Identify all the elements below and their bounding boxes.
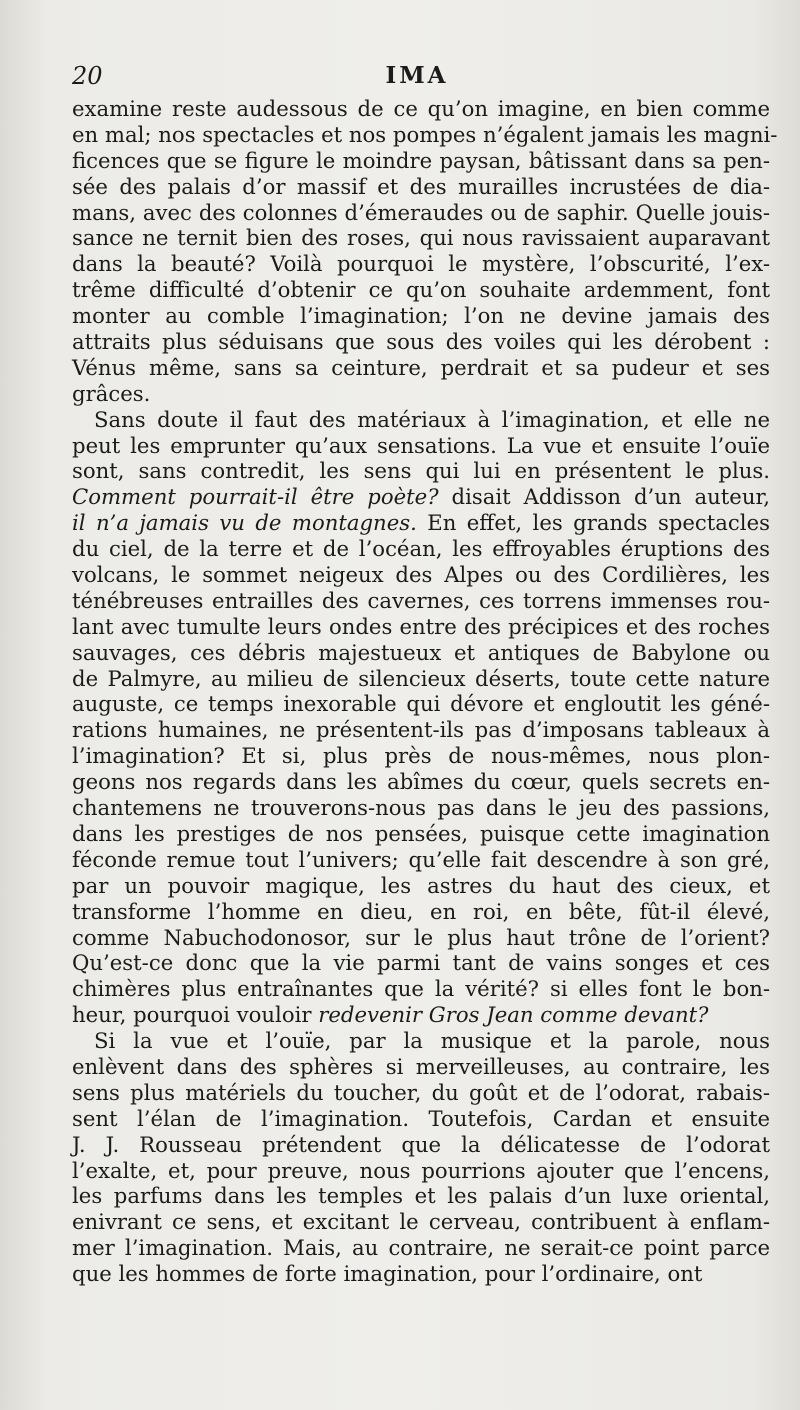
text-line: sance ne ternit bien des roses, qui nous ravissaient auparavant (72, 225, 770, 251)
paragraph (72, 96, 778, 407)
text-line: Si la vue et l’ouïe, par la musique et la parole, nous (94, 1028, 770, 1054)
text-line: lant avec tumulte leurs ondes entre des précipices et des roches (72, 613, 770, 639)
text-line: par un pouvoir magique, les astres du haut des cieux, et (72, 872, 770, 898)
text-line: sauvages, ces débris majestueux et antiques de Babylone ou (72, 639, 770, 665)
text-line: volcans, le sommet neigeux des Alpes ou des Cordilières, les (72, 562, 770, 588)
text-line: J. J. Rousseau prétendent que la délicatesse de l’odorat (72, 1131, 770, 1157)
text-line: grâces. (72, 380, 151, 406)
text-line: Qu’est-ce donc que la vie parmi tant de vains songes et ces (72, 950, 770, 976)
text-line: il n’a jamais vu de montagnes. En effet, les grands spectacles (72, 510, 770, 536)
page-header (72, 62, 762, 92)
text-line: trême difficulté d’obtenir ce qu’on souhaite ardemment, font (72, 277, 770, 303)
text-line: heur, pourquoi vouloir redevenir Gros Jean comme devant? (72, 1002, 709, 1028)
text-line: l’imagination? Et si, plus près de nous-mêmes, nous plon- (72, 743, 770, 769)
text-line: monter au comble l’imagination; l’on ne devine jamais des (72, 303, 770, 329)
text-line: en mal; nos spectacles et nos pompes n’égalent jamais les magni- (72, 121, 778, 147)
text-line: ficences que se figure le moindre paysan, bâtissant dans sa pen- (72, 147, 770, 173)
paragraph (72, 1028, 770, 1287)
text-line: de Palmyre, au milieu de silencieux déserts, toute cette nature (72, 665, 770, 691)
text-line: examine reste audessous de ce qu’on imagine, en bien comme (72, 96, 770, 121)
text-line: Sans doute il faut des matériaux à l’imagination, et elle ne (94, 406, 770, 432)
text-line: dans la beauté? Voilà pourquoi le mystère, l’obscurité, l’ex- (72, 251, 770, 277)
text-line: chantemens ne trouverons-nous pas dans le jeu des passions, (72, 795, 770, 821)
text-line: du ciel, de la terre et de l’océan, les effroyables éruptions des (72, 536, 770, 562)
text-line: mans, avec des colonnes d’émeraudes ou de saphir. Quelle jouis- (72, 199, 770, 225)
text-line: transforme l’homme en dieu, en roi, en bête, fût-il élevé, (72, 898, 770, 924)
text-line: peut les emprunter qu’aux sensations. La vue et ensuite l’ouïe (72, 432, 770, 458)
text-line: comme Nabuchodonosor, sur le plus haut trône de l’orient? (72, 924, 770, 950)
text-line: chimères plus entraînantes que la vérité? si elles font le bon- (72, 976, 770, 1002)
text-line: mer l’imagination. Mais, au contraire, ne serait-ce point parce (72, 1235, 770, 1261)
text-line: rations humaines, ne présentent-ils pas d’imposans tableaux à (72, 717, 770, 743)
text-line: ténébreuses entrailles des cavernes, ces torrens immenses rou- (72, 587, 770, 613)
text-line: les parfums dans les temples et les palais d’un luxe oriental, (72, 1183, 770, 1209)
text-line: attraits plus séduisans que sous des voiles qui les dérobent : (72, 329, 770, 355)
text-line: féconde remue tout l’univers; qu’elle fait descendre à son gré, (72, 846, 770, 872)
text-line: enivrant ce sens, et excitant le cerveau, contribuent à enflam- (72, 1209, 770, 1235)
text-line: geons nos regards dans les abîmes du cœur, quels secrets en- (72, 769, 770, 795)
text-line: sens plus matériels du toucher, du goût et de l’odorat, rabais- (72, 1079, 770, 1105)
page-number: 20 (72, 62, 103, 90)
running-head: IMA (385, 62, 449, 89)
text-line: sée des palais d’or massif et des murailles incrustées de dia- (72, 173, 770, 199)
text-line: dans les prestiges de nos pensées, puisque cette imagination (72, 820, 770, 846)
text-line: que les hommes de forte imagination, pour l’ordinaire, ont (72, 1261, 703, 1287)
paragraph (72, 407, 770, 1028)
text-line: Vénus même, sans sa ceinture, perdrait et sa pudeur et ses (72, 354, 770, 380)
text-line: enlèvent dans des sphères si merveilleuses, au contraire, les (72, 1053, 770, 1079)
text-line: sent l’élan de l’imagination. Toutefois, Cardan et ensuite (72, 1105, 770, 1131)
text-line: sont, sans contredit, les sens qui lui en présentent le plus. (72, 458, 770, 484)
text-line: l’exalte, et, pour preuve, nous pourrions ajouter que l’encens, (72, 1157, 770, 1183)
body-text (72, 96, 778, 1287)
text-line: Comment pourrait-il être poète? disait Addisson d’un auteur, (72, 484, 770, 510)
text-line: auguste, ce temps inexorable qui dévore et engloutit les géné- (72, 691, 770, 717)
